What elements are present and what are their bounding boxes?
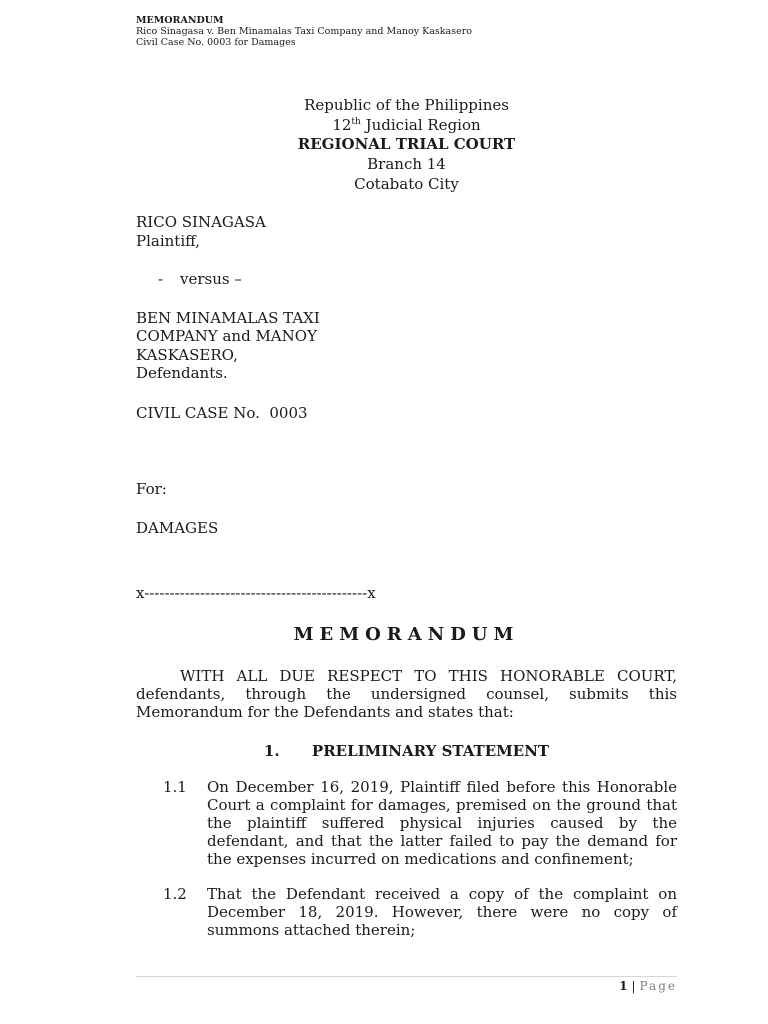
region-line <box>136 116 677 136</box>
footer-rule <box>136 976 677 977</box>
case-caption <box>136 213 320 537</box>
defendant-line-3: KASKASERO, <box>136 345 238 364</box>
section-heading <box>136 742 677 760</box>
running-header-case-ref: Civil Case No. 0003 for Damages <box>136 37 296 48</box>
city-line: Cotabato City <box>354 174 459 193</box>
running-header <box>136 15 472 48</box>
defendant-line-2: COMPANY and MANOY <box>136 327 317 345</box>
case-number: CIVIL CASE No. 0003 <box>136 403 308 422</box>
region-number: 12 <box>332 115 352 134</box>
for-label: For: <box>136 480 167 498</box>
region-text: Judicial Region <box>360 115 481 134</box>
region-suffix: th <box>351 116 361 127</box>
defendant-line-1: BEN MINAMALAS TAXI <box>136 308 320 327</box>
intro-text: WITH ALL DUE RESPECT TO THIS HONORABLE COURT, defendants, through the undersigned counsel, submits this Memorandum for the Defendants and states that: <box>136 667 677 721</box>
versus-dash: - <box>158 270 164 288</box>
versus-line <box>136 270 320 289</box>
section-title: PRELIMINARY STATEMENT <box>311 742 550 760</box>
intro-paragraph <box>136 667 677 721</box>
section-number: 1. <box>263 742 280 760</box>
item-number: 1.2 <box>163 885 187 903</box>
plaintiff-role: Plaintiff, <box>136 231 201 250</box>
page-footer <box>619 979 677 993</box>
page-word: Page <box>639 979 677 993</box>
court-heading <box>136 96 677 195</box>
page-number: 1 <box>619 979 628 993</box>
versus-text: versus – <box>180 270 242 288</box>
plaintiff-name: RICO SINAGASA <box>136 213 266 231</box>
item-text: That the Defendant received a copy of the complaint on December 18, 2019. However, there were no copy of summons attached therein; <box>207 885 677 939</box>
case-nature: DAMAGES <box>136 518 219 537</box>
item-text: On December 16, 2019, Plaintiff filed before this Honorable Court a complaint for damages, premised on the ground that the plaintiff suffered physical injuries caused by the defendant, and that the latter failed to pay the demand for the expenses incurred on medications and confinement; <box>207 778 677 868</box>
republic-line: Republic of the Philippines <box>304 96 509 114</box>
footer-separator: | <box>631 979 636 993</box>
court-name: REGIONAL TRIAL COURT <box>297 135 516 154</box>
branch-line: Branch 14 <box>367 155 446 174</box>
list-item <box>136 885 677 939</box>
memorandum-title: MEMORANDUM <box>293 624 520 645</box>
running-header-title: MEMORANDUM <box>136 15 224 26</box>
defendant-role: Defendants. <box>136 364 228 382</box>
caption-divider: x--------------------------------------------x <box>136 584 376 602</box>
item-number: 1.1 <box>163 778 187 796</box>
running-header-case-title: Rico Sinagasa v. Ben Minamalas Taxi Company and Manoy Kaskasero <box>136 26 472 37</box>
list-item <box>136 778 677 868</box>
